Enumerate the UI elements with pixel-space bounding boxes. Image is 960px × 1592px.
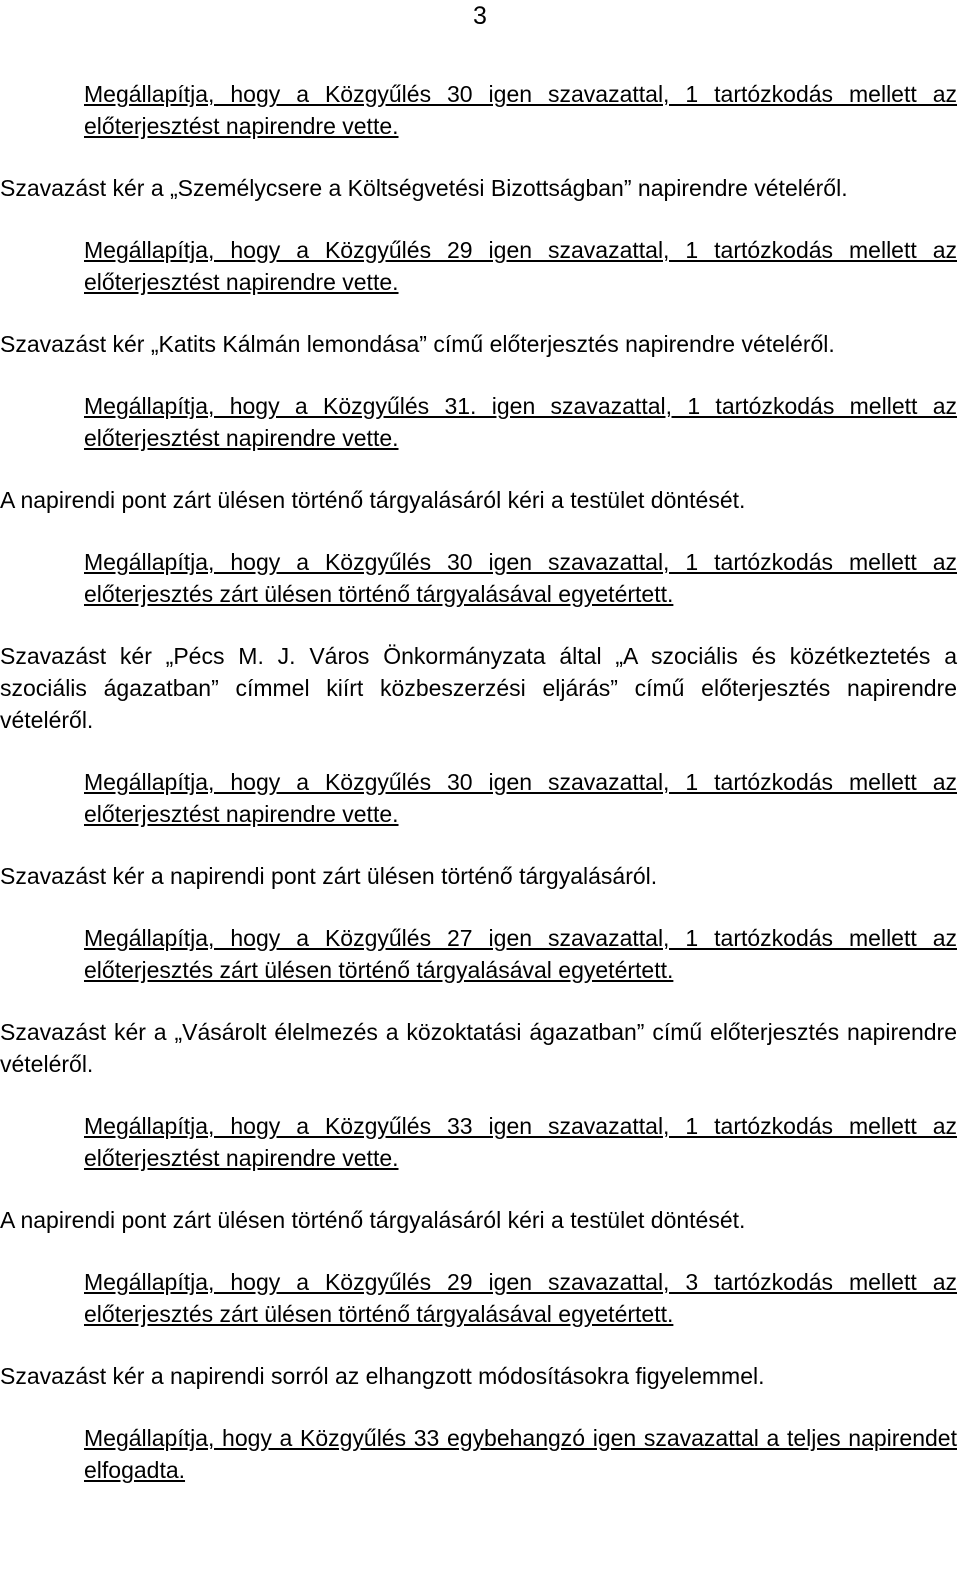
request-paragraph: Szavazást kér a napirendi sorról az elhangzott módosításokra figyelemmel.: [0, 1363, 765, 1389]
request-paragraph: Szavazást kér a „Személycsere a Költségvetési Bizottságban” napirendre vételéről.: [0, 175, 848, 201]
finding-paragraph: Megállapítja, hogy a Közgyűlés 29 igen szavazattal, 1 tartózkodás mellett az előterjesztést napirendre vette.: [84, 237, 957, 295]
finding-paragraph: Megállapítja, hogy a Közgyűlés 33 igen szavazattal, 1 tartózkodás mellett az előterjesztést napirendre vette.: [84, 1113, 957, 1171]
finding-paragraph: Megállapítja, hogy a Közgyűlés 27 igen szavazattal, 1 tartózkodás mellett az előterjesztés zárt ülésen történő tárgyalásával egyetértett.: [84, 925, 957, 983]
finding-paragraph: Megállapítja, hogy a Közgyűlés 29 igen szavazattal, 3 tartózkodás mellett az előterjesztés zárt ülésen történő tárgyalásával egyetértett.: [84, 1269, 957, 1327]
request-paragraph: Szavazást kér a napirendi pont zárt ülésen történő tárgyalásáról.: [0, 863, 658, 889]
request-paragraph: A napirendi pont zárt ülésen történő tárgyalásáról kéri a testület döntését.: [0, 487, 746, 513]
request-paragraph: Szavazást kér „Katits Kálmán lemondása” című előterjesztés napirendre vételéről.: [0, 331, 835, 357]
request-paragraph: Szavazást kér „Pécs M. J. Város Önkormányzata által „A szociális és közétkeztetés a szociális ágazatban” címmel kiírt közbeszerzési eljárás” című előterjesztés napirendre vételéről.: [0, 643, 957, 733]
request-paragraph: Szavazást kér a „Vásárolt élelmezés a közoktatási ágazatban” című előterjesztés napirendre vételéről.: [0, 1019, 957, 1077]
finding-paragraph: Megállapítja, hogy a Közgyűlés 33 egybehangzó igen szavazattal a teljes napirendet elfogadta.: [84, 1425, 957, 1483]
page-number: 3: [473, 2, 487, 30]
request-paragraph: A napirendi pont zárt ülésen történő tárgyalásáról kéri a testület döntését.: [0, 1207, 746, 1233]
finding-paragraph: Megállapítja, hogy a Közgyűlés 30 igen szavazattal, 1 tartózkodás mellett az előterjesztés zárt ülésen történő tárgyalásával egyetértett.: [84, 549, 957, 607]
finding-paragraph: Megállapítja, hogy a Közgyűlés 31. igen szavazattal, 1 tartózkodás mellett az előterjesztést napirendre vette.: [84, 393, 957, 451]
finding-paragraph: Megállapítja, hogy a Közgyűlés 30 igen szavazattal, 1 tartózkodás mellett az előterjesztést napirendre vette.: [84, 769, 957, 827]
finding-paragraph: Megállapítja, hogy a Közgyűlés 30 igen szavazattal, 1 tartózkodás mellett az előterjesztést napirendre vette.: [84, 81, 957, 139]
document-body: [0, 78, 957, 1516]
